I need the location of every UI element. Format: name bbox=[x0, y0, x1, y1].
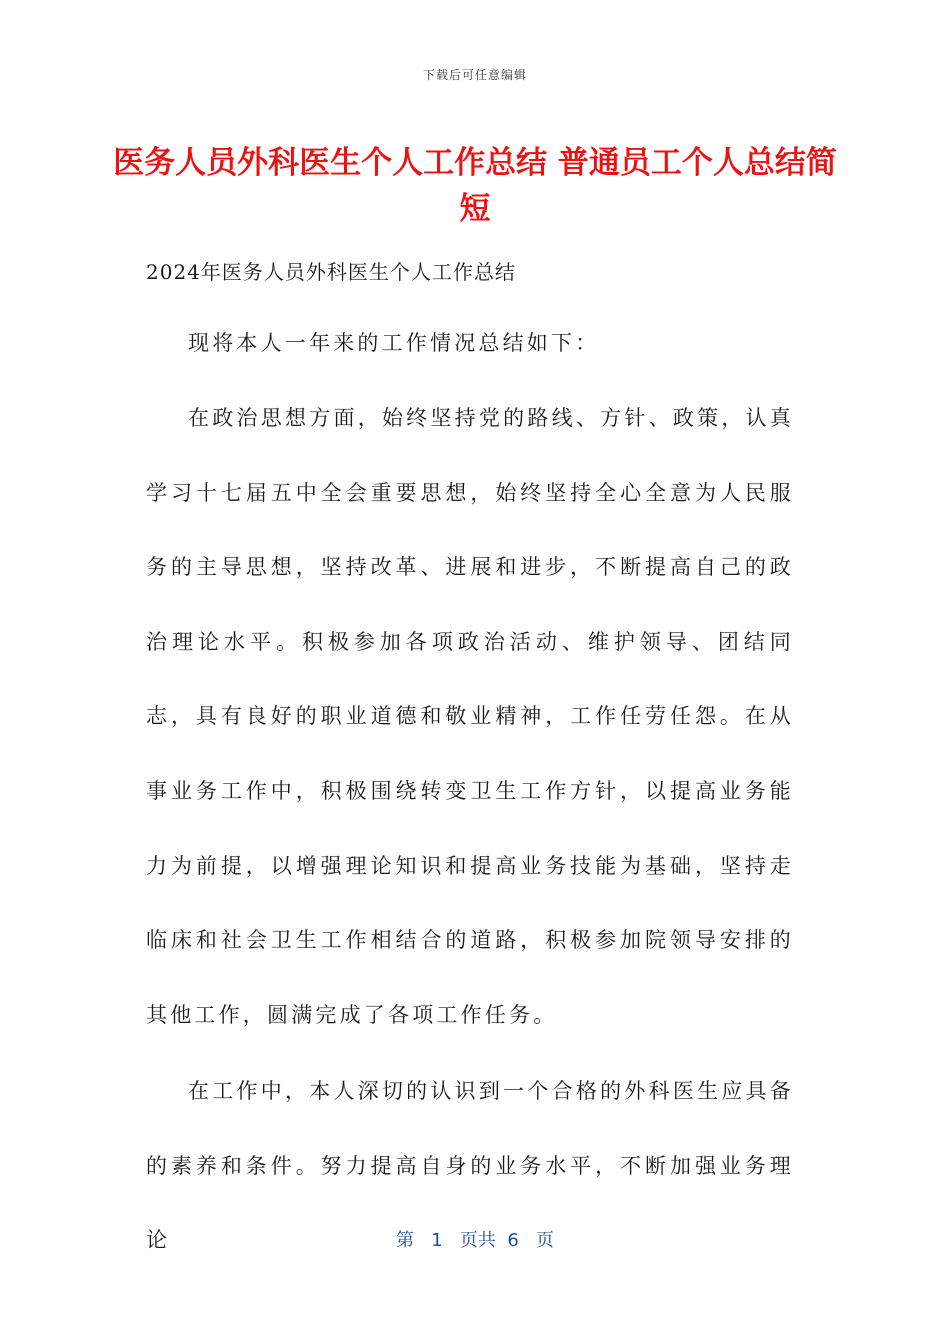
footer-total-pages: 6 bbox=[507, 1230, 519, 1251]
document-title: 医务人员外科医生个人工作总结 普通员工个人总结简短 bbox=[113, 145, 837, 227]
document-subtitle: 2024年医务人员外科医生个人工作总结 bbox=[146, 260, 516, 284]
paragraph-political: 在政治思想方面，始终坚持党的路线、方针、政策，认真学习十七届五中全会重要思想，始终坚持全心全意为人民服务的主导思想，坚持改革、进展和进步，不断提高自己的政治理论水平。积极参加各项政治活动、维护领导、团结同志，具有良好的职业道德和敬业精神，工作任劳任怨。在从事业务工作中，积极围绕转变卫生工作方针，以提高业务能力为前提，以增强理论知识和提高业务技能为基础，坚持走临床和社会卫生工作相结合的道路，积极参加院领导安排的其他工作，圆满完成了各项工作任务。 bbox=[146, 406, 794, 1027]
paragraph-work: 在工作中，本人深切的认识到一个合格的外科医生应具备的素养和条件。努力提高自身的业务水平，不断加强业务理论 bbox=[146, 1079, 794, 1253]
footer-label-prefix: 第 bbox=[396, 1230, 415, 1251]
footer-label-middle: 页共 bbox=[459, 1230, 496, 1251]
header-note: 下载后可任意编辑 bbox=[422, 68, 527, 82]
footer-label-suffix: 页 bbox=[535, 1230, 554, 1251]
page-footer bbox=[0, 1226, 950, 1252]
paragraph-intro: 现将本人一年来的工作情况总结如下： bbox=[188, 331, 600, 355]
footer-current-page: 1 bbox=[431, 1230, 443, 1251]
